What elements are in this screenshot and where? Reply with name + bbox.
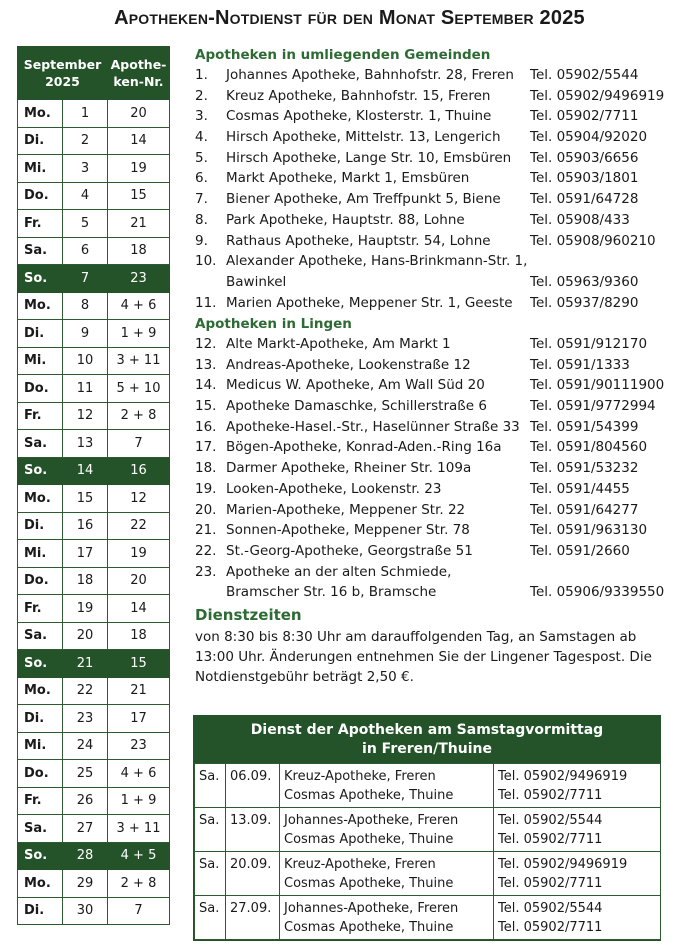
calendar-row xyxy=(18,237,170,265)
pharmacy-name: Looken-Apotheke, Lookenstr. 23 xyxy=(226,480,442,497)
pharmacy-name: Hirsch Apotheke, Mittelstr. 13, Lengerich xyxy=(226,129,501,146)
saturday-weekday-cell: Sa. xyxy=(195,896,226,940)
list-item xyxy=(195,562,665,603)
list-item xyxy=(195,355,665,376)
item-number: 8. xyxy=(195,211,208,228)
pharmacy-number-cell: 20 xyxy=(108,567,170,595)
saturday-weekday-cell: Sa. xyxy=(195,764,226,808)
saturday-row xyxy=(195,808,661,852)
item-number: 14. xyxy=(195,377,217,394)
pharmacy-name: Bögen-Apotheke, Konrad-Aden.-Ring 16a xyxy=(226,439,502,456)
pharmacy-name: Apotheke-Hasel.-Str., Haselünner Straße 33 xyxy=(226,418,520,435)
pharmacy-number-cell: 15 xyxy=(108,650,170,678)
pharmacy-phone: Tel. 0591/804560 xyxy=(530,439,648,456)
pharmacy-phone: Tel. 0591/1333 xyxy=(530,356,630,373)
saturday-phone-2: Tel. 05902/7711 xyxy=(498,920,603,935)
saturday-box-header xyxy=(194,716,660,763)
weekday-cell: Di. xyxy=(18,705,63,733)
pharmacy-number-cell: 19 xyxy=(108,540,170,568)
calendar-row xyxy=(18,650,170,678)
calendar-row xyxy=(18,182,170,210)
section-title-lingen: Apotheken in Lingen xyxy=(195,316,352,332)
item-number: 23. xyxy=(195,563,217,580)
pharmacy-list-lingen xyxy=(195,334,665,603)
pharmacy-name: Darmer Apotheke, Rheiner Str. 109a xyxy=(226,460,472,477)
list-item xyxy=(195,417,665,438)
pharmacy-phone: Tel. 05963/9360 xyxy=(530,273,639,290)
item-number: 9. xyxy=(195,232,208,249)
date-cell: 17 xyxy=(63,540,108,568)
weekday-cell: Mo. xyxy=(18,870,63,898)
calendar-row xyxy=(18,265,170,293)
section-title-gemeinden: Apotheken in umliegenden Gemeinden xyxy=(195,47,491,63)
pharmacy-name: Medicus W. Apotheke, Am Wall Süd 20 xyxy=(226,377,485,394)
saturday-pharmacy-1: Johannes-Apotheke, Freren xyxy=(284,901,459,916)
date-cell: 23 xyxy=(63,705,108,733)
weekday-cell: Fr. xyxy=(18,402,63,430)
saturday-title-line: Dienst der Apotheken am Samstagvormittag xyxy=(250,722,604,738)
weekday-cell: Mo. xyxy=(18,100,63,128)
item-number: 10. xyxy=(195,253,217,270)
calendar-row xyxy=(18,402,170,430)
pharmacy-name-continued: Bawinkel xyxy=(226,273,287,290)
date-cell: 16 xyxy=(63,512,108,540)
pharmacy-phone: Tel. 05908/433 xyxy=(530,211,630,228)
weekday-cell: Fr. xyxy=(18,595,63,623)
weekday-cell: So. xyxy=(18,842,63,870)
saturday-phone-2: Tel. 05902/7711 xyxy=(498,876,603,891)
date-cell: 11 xyxy=(63,375,108,403)
pharmacy-number-cell: 19 xyxy=(108,155,170,183)
item-number: 20. xyxy=(195,501,217,518)
item-number: 5. xyxy=(195,149,208,166)
header-nr-label-2: ken-Nr. xyxy=(113,74,164,89)
saturday-phone-1: Tel. 05902/9496919 xyxy=(498,769,628,784)
saturday-date-cell: 20.09. xyxy=(226,852,280,896)
calendar-row xyxy=(18,870,170,898)
dienstzeiten-line: von 8:30 bis 8:30 Uhr am darauffolgenden Tag, an Samstagen ab xyxy=(195,629,637,645)
list-item xyxy=(195,210,665,231)
calendar-row xyxy=(18,320,170,348)
calendar-row xyxy=(18,100,170,128)
item-number: 11. xyxy=(195,294,217,311)
list-item xyxy=(195,251,665,292)
pharmacy-phone: Tel. 0591/4455 xyxy=(530,480,630,497)
pharmacy-phone: Tel. 0591/64277 xyxy=(530,501,639,518)
calendar-row xyxy=(18,567,170,595)
pharmacy-phone: Tel. 05902/7711 xyxy=(530,108,639,125)
item-number: 1. xyxy=(195,67,208,83)
date-cell: 14 xyxy=(63,457,108,485)
pharmacy-phone: Tel. 05903/6656 xyxy=(530,149,639,166)
pharmacy-number-cell: 18 xyxy=(108,237,170,265)
pharmacy-phone: Tel. 0591/64728 xyxy=(530,191,639,208)
calendar-row xyxy=(18,705,170,733)
pharmacy-number-cell: 7 xyxy=(108,897,170,925)
item-number: 15. xyxy=(195,398,217,415)
saturday-pharmacy-2: Cosmas Apotheke, Thuine xyxy=(284,832,454,847)
pharmacy-phone: Tel. 0591/53232 xyxy=(530,460,639,477)
list-item xyxy=(195,437,665,458)
pharmacy-number-cell: 14 xyxy=(108,127,170,155)
calendar-row xyxy=(18,375,170,403)
list-item xyxy=(195,106,665,127)
item-number: 4. xyxy=(195,129,208,146)
item-number: 18. xyxy=(195,460,217,477)
saturday-phone-1: Tel. 05902/5544 xyxy=(498,813,603,828)
date-cell: 1 xyxy=(63,100,108,128)
saturday-row xyxy=(195,764,661,808)
weekday-cell: So. xyxy=(18,265,63,293)
saturday-date-cell: 13.09. xyxy=(226,808,280,852)
date-cell: 27 xyxy=(63,815,108,843)
calendar-header-month xyxy=(18,47,108,100)
saturday-pharmacy-2: Cosmas Apotheke, Thuine xyxy=(284,920,454,935)
calendar-row xyxy=(18,347,170,375)
saturday-phone-cell xyxy=(494,808,661,852)
weekday-cell: Mi. xyxy=(18,347,63,375)
date-cell: 12 xyxy=(63,402,108,430)
pharmacy-name: Alexander Apotheke, Hans-Brinkmann-Str. 1, xyxy=(226,253,528,270)
item-number: 2. xyxy=(195,87,208,104)
weekday-cell: Do. xyxy=(18,567,63,595)
list-item xyxy=(195,458,665,479)
saturday-phone-1: Tel. 05902/5544 xyxy=(498,901,603,916)
calendar-row xyxy=(18,787,170,815)
item-number: 16. xyxy=(195,418,217,435)
item-number: 3. xyxy=(195,108,208,125)
weekday-cell: Sa. xyxy=(18,815,63,843)
saturday-pharmacy-cell xyxy=(280,896,494,940)
pharmacy-phone: Tel. 0591/54399 xyxy=(530,418,639,435)
date-cell: 4 xyxy=(63,182,108,210)
list-item xyxy=(195,293,665,314)
calendar-row xyxy=(18,512,170,540)
date-cell: 28 xyxy=(63,842,108,870)
pharmacy-number-cell: 7 xyxy=(108,430,170,458)
calendar-row xyxy=(18,760,170,788)
pharmacy-phone: Tel. 05937/8290 xyxy=(530,294,639,311)
pharmacy-number-cell: 23 xyxy=(108,732,170,760)
list-item xyxy=(195,334,665,355)
weekday-cell: Mi. xyxy=(18,732,63,760)
date-cell: 8 xyxy=(63,292,108,320)
weekday-cell: Mi. xyxy=(18,540,63,568)
saturday-pharmacy-1: Kreuz-Apotheke, Freren xyxy=(284,857,436,872)
saturday-phone-cell xyxy=(494,852,661,896)
weekday-cell: Di. xyxy=(18,897,63,925)
saturday-pharmacy-1: Kreuz-Apotheke, Freren xyxy=(284,769,436,784)
pharmacy-number-cell: 15 xyxy=(108,182,170,210)
list-item xyxy=(195,375,665,396)
list-item xyxy=(195,65,665,86)
pharmacy-phone: Tel. 05902/5544 xyxy=(530,67,639,83)
pharmacy-number-cell: 17 xyxy=(108,705,170,733)
weekday-cell: Di. xyxy=(18,127,63,155)
calendar-row xyxy=(18,897,170,925)
pharmacy-number-cell: 12 xyxy=(108,485,170,513)
pharmacy-name: Marien Apotheke, Meppener Str. 1, Geeste xyxy=(226,294,513,311)
saturday-phone-cell xyxy=(494,896,661,940)
pharmacy-number-cell: 4 + 6 xyxy=(108,760,170,788)
weekday-cell: Mo. xyxy=(18,485,63,513)
header-year-label: 2025 xyxy=(45,74,80,89)
weekday-cell: Mi. xyxy=(18,155,63,183)
calendar-row xyxy=(18,210,170,238)
pharmacy-name: Andreas-Apotheke, Lookenstraße 12 xyxy=(226,356,471,373)
item-number: 21. xyxy=(195,522,217,539)
date-cell: 10 xyxy=(63,347,108,375)
saturday-pharmacy-2: Cosmas Apotheke, Thuine xyxy=(284,876,454,891)
weekday-cell: Do. xyxy=(18,375,63,403)
calendar-row xyxy=(18,292,170,320)
date-cell: 25 xyxy=(63,760,108,788)
calendar-row xyxy=(18,622,170,650)
saturday-pharmacy-cell xyxy=(280,808,494,852)
saturday-box xyxy=(193,715,661,941)
weekday-cell: Mo. xyxy=(18,292,63,320)
calendar-row xyxy=(18,677,170,705)
date-cell: 30 xyxy=(63,897,108,925)
header-month-label: September xyxy=(23,57,102,72)
date-cell: 26 xyxy=(63,787,108,815)
pharmacy-phone: Tel. 05902/9496919 xyxy=(530,87,665,104)
item-number: 7. xyxy=(195,191,208,208)
pharmacy-number-cell: 4 + 6 xyxy=(108,292,170,320)
calendar-row xyxy=(18,732,170,760)
list-item xyxy=(195,189,665,210)
weekday-cell: Fr. xyxy=(18,787,63,815)
pharmacy-name: Markt Apotheke, Markt 1, Emsbüren xyxy=(226,170,470,187)
pharmacy-number-cell: 18 xyxy=(108,622,170,650)
weekday-cell: Di. xyxy=(18,512,63,540)
calendar-row xyxy=(18,540,170,568)
dienstzeiten-line: 13:00 Uhr. Änderungen entnehmen Sie der Lingener Tagespost. Die xyxy=(195,649,652,665)
pharmacy-number-cell: 1 + 9 xyxy=(108,787,170,815)
pharmacy-name: Sonnen-Apotheke, Meppener Str. 78 xyxy=(226,522,470,539)
list-item xyxy=(195,127,665,148)
calendar-row xyxy=(18,595,170,623)
pharmacy-number-cell: 21 xyxy=(108,210,170,238)
calendar-table xyxy=(17,46,170,925)
pharmacy-name: Rathaus Apotheke, Hauptstr. 54, Lohne xyxy=(226,232,491,249)
pharmacy-name: Cosmas Apotheke, Klosterstr. 1, Thuine xyxy=(226,108,492,125)
item-number: 22. xyxy=(195,542,217,559)
pharmacy-phone: Tel. 05903/1801 xyxy=(530,170,639,187)
calendar-row xyxy=(18,430,170,458)
list-item xyxy=(195,396,665,417)
pharmacy-number-cell: 3 + 11 xyxy=(108,347,170,375)
pharmacy-number-cell: 3 + 11 xyxy=(108,815,170,843)
saturday-pharmacy-cell xyxy=(280,764,494,808)
list-item xyxy=(195,479,665,500)
saturday-date-cell: 06.09. xyxy=(226,764,280,808)
calendar-header-number xyxy=(108,47,170,100)
weekday-cell: Fr. xyxy=(18,210,63,238)
saturday-pharmacy-1: Johannes-Apotheke, Freren xyxy=(284,813,459,828)
pharmacy-number-cell: 23 xyxy=(108,265,170,293)
date-cell: 5 xyxy=(63,210,108,238)
date-cell: 7 xyxy=(63,265,108,293)
date-cell: 20 xyxy=(63,622,108,650)
pharmacy-number-cell: 22 xyxy=(108,512,170,540)
weekday-cell: Sa. xyxy=(18,237,63,265)
pharmacy-phone: Tel. 05904/92020 xyxy=(530,129,648,146)
pharmacy-name: Apotheke Damaschke, Schillerstraße 6 xyxy=(226,398,487,415)
item-number: 12. xyxy=(195,336,217,352)
weekday-cell: Sa. xyxy=(18,622,63,650)
date-cell: 15 xyxy=(63,485,108,513)
weekday-cell: So. xyxy=(18,650,63,678)
pharmacy-number-cell: 2 + 8 xyxy=(108,870,170,898)
calendar-row xyxy=(18,155,170,183)
date-cell: 22 xyxy=(63,677,108,705)
saturday-row xyxy=(195,852,661,896)
pharmacy-number-cell: 20 xyxy=(108,100,170,128)
pharmacy-phone: Tel. 0591/912170 xyxy=(530,336,648,352)
pharmacy-name: St.-Georg-Apotheke, Georgstraße 51 xyxy=(226,542,473,559)
pharmacy-name: Hirsch Apotheke, Lange Str. 10, Emsbüren xyxy=(226,149,512,166)
date-cell: 21 xyxy=(63,650,108,678)
date-cell: 2 xyxy=(63,127,108,155)
saturday-pharmacy-cell xyxy=(280,852,494,896)
pharmacy-number-cell: 4 + 5 xyxy=(108,842,170,870)
saturday-table-body xyxy=(195,764,661,940)
dienstzeiten-line: Notdienstgebühr beträgt 2,50 €. xyxy=(195,669,414,685)
saturday-weekday-cell: Sa. xyxy=(195,808,226,852)
pharmacy-number-cell: 21 xyxy=(108,677,170,705)
pharmacy-phone: Tel. 0591/90111900 xyxy=(530,377,665,394)
list-item xyxy=(195,168,665,189)
date-cell: 3 xyxy=(63,155,108,183)
date-cell: 13 xyxy=(63,430,108,458)
item-number: 13. xyxy=(195,356,217,373)
pharmacy-phone: Tel. 0591/963130 xyxy=(530,522,648,539)
saturday-title-line: in Freren/Thuine xyxy=(362,741,492,757)
pharmacy-number-cell: 1 + 9 xyxy=(108,320,170,348)
pharmacy-name-continued: Bramscher Str. 16 b, Bramsche xyxy=(226,584,437,601)
item-number: 19. xyxy=(195,480,217,497)
weekday-cell: Mo. xyxy=(18,677,63,705)
list-item xyxy=(195,231,665,252)
saturday-phone-2: Tel. 05902/7711 xyxy=(498,832,603,847)
date-cell: 29 xyxy=(63,870,108,898)
list-item xyxy=(195,148,665,169)
weekday-cell: Di. xyxy=(18,320,63,348)
saturday-row xyxy=(195,896,661,940)
pharmacy-number-cell: 14 xyxy=(108,595,170,623)
calendar-row xyxy=(18,815,170,843)
pharmacy-name: Biener Apotheke, Am Treffpunkt 5, Biene xyxy=(226,191,501,208)
saturday-date-cell: 27.09. xyxy=(226,896,280,940)
list-item xyxy=(195,541,665,562)
weekday-cell: Do. xyxy=(18,760,63,788)
calendar-body xyxy=(18,100,170,925)
calendar-row xyxy=(18,127,170,155)
pharmacy-phone: Tel. 05906/9339550 xyxy=(530,584,665,601)
weekday-cell: Do. xyxy=(18,182,63,210)
list-item xyxy=(195,500,665,521)
item-number: 6. xyxy=(195,170,208,187)
item-number: 17. xyxy=(195,439,217,456)
pharmacy-name: Park Apotheke, Hauptstr. 88, Lohne xyxy=(226,211,465,228)
weekday-cell: So. xyxy=(18,457,63,485)
pharmacy-number-cell: 5 + 10 xyxy=(108,375,170,403)
date-cell: 9 xyxy=(63,320,108,348)
list-item xyxy=(195,520,665,541)
date-cell: 19 xyxy=(63,595,108,623)
dienstzeiten-text xyxy=(195,627,665,687)
saturday-phone-2: Tel. 05902/7711 xyxy=(498,788,603,803)
saturday-phone-1: Tel. 05902/9496919 xyxy=(498,857,628,872)
page-title: Apotheken-Notdienst für den Monat September 2025 xyxy=(114,7,585,29)
pharmacy-list-gemeinden xyxy=(195,65,665,313)
saturday-weekday-cell: Sa. xyxy=(195,852,226,896)
pharmacy-name: Marien-Apotheke, Meppener Str. 22 xyxy=(226,501,466,518)
pharmacy-phone: Tel. 0591/9772994 xyxy=(530,398,656,415)
pharmacy-name: Alte Markt-Apotheke, Am Markt 1 xyxy=(226,336,451,352)
header-nr-label-1: Apothe- xyxy=(110,57,167,72)
dienstzeiten-title: Dienstzeiten xyxy=(195,606,302,624)
pharmacy-name: Johannes Apotheke, Bahnhofstr. 28, Freren xyxy=(226,67,514,83)
date-cell: 18 xyxy=(63,567,108,595)
pharmacy-number-cell: 2 + 8 xyxy=(108,402,170,430)
pharmacy-number-cell: 16 xyxy=(108,457,170,485)
pharmacy-phone: Tel. 0591/2660 xyxy=(530,542,630,559)
calendar-row xyxy=(18,457,170,485)
saturday-pharmacy-2: Cosmas Apotheke, Thuine xyxy=(284,788,454,803)
pharmacy-phone: Tel. 05908/960210 xyxy=(530,232,656,249)
list-item xyxy=(195,86,665,107)
saturday-phone-cell xyxy=(494,764,661,808)
date-cell: 6 xyxy=(63,237,108,265)
calendar-row xyxy=(18,485,170,513)
weekday-cell: Sa. xyxy=(18,430,63,458)
pharmacy-name: Kreuz Apotheke, Bahnhofstr. 15, Freren xyxy=(226,87,491,104)
pharmacy-name: Apotheke an der alten Schmiede, xyxy=(226,563,452,580)
calendar-row xyxy=(18,842,170,870)
date-cell: 24 xyxy=(63,732,108,760)
saturday-table xyxy=(194,763,661,940)
